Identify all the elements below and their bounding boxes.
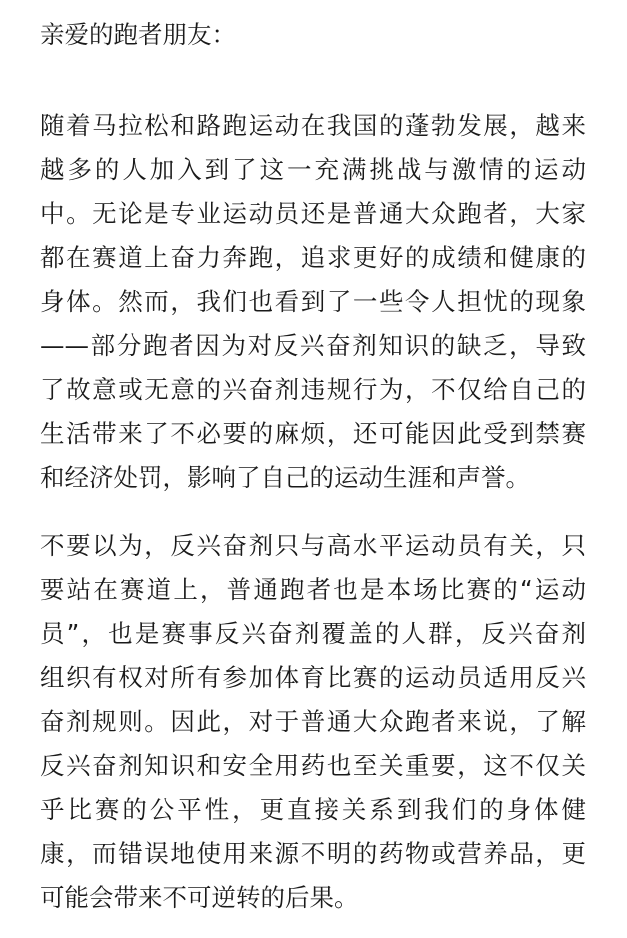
paragraph-line: 和经济处罚，影响了自己的运动生涯和声誉。 [40,463,530,492]
paragraph-line: 康，而错误地使用来源不明的药物或营养品，更 [40,839,586,868]
paragraph-line: 都在赛道上奋力奔跑，追求更好的成绩和健康的 [40,243,586,272]
paragraph-line: 越多的人加入到了这一充满挑战与激情的运动 [40,155,586,184]
paragraph-line: 乎比赛的公平性，更直接关系到我们的身体健 [40,795,586,824]
paragraph-line: 生活带来了不必要的麻烦，还可能因此受到禁赛 [40,419,586,448]
salutation: 亲爱的跑者朋友： [40,20,236,49]
paragraph-line: 不要以为，反兴奋剂只与高水平运动员有关，只 [40,531,586,560]
paragraph-line: 了故意或无意的兴奋剂违规行为，不仅给自己的 [40,375,586,404]
paragraph-line: ——部分跑者因为对反兴奋剂知识的缺乏，导致 [40,331,586,360]
paragraph-line: 反兴奋剂知识和安全用药也至关重要，这不仅关 [40,751,586,780]
paragraph-line: 组织有权对所有参加体育比赛的运动员适用反兴 [40,663,586,692]
paragraph-line: 员”，也是赛事反兴奋剂覆盖的人群，反兴奋剂 [40,619,586,648]
paragraph-line: 身体。然而，我们也看到了一些令人担忧的现象 [40,287,586,316]
paragraph-line: 随着马拉松和路跑运动在我国的蓬勃发展，越来 [40,111,586,140]
paragraph-line: 奋剂规则。因此，对于普通大众跑者来说，了解 [40,707,586,736]
paragraph-line: 要站在赛道上，普通跑者也是本场比赛的“运动 [40,575,586,604]
paragraph-line: 可能会带来不可逆转的后果。 [40,883,359,912]
paragraph-line: 中。无论是专业运动员还是普通大众跑者，大家 [40,199,586,228]
